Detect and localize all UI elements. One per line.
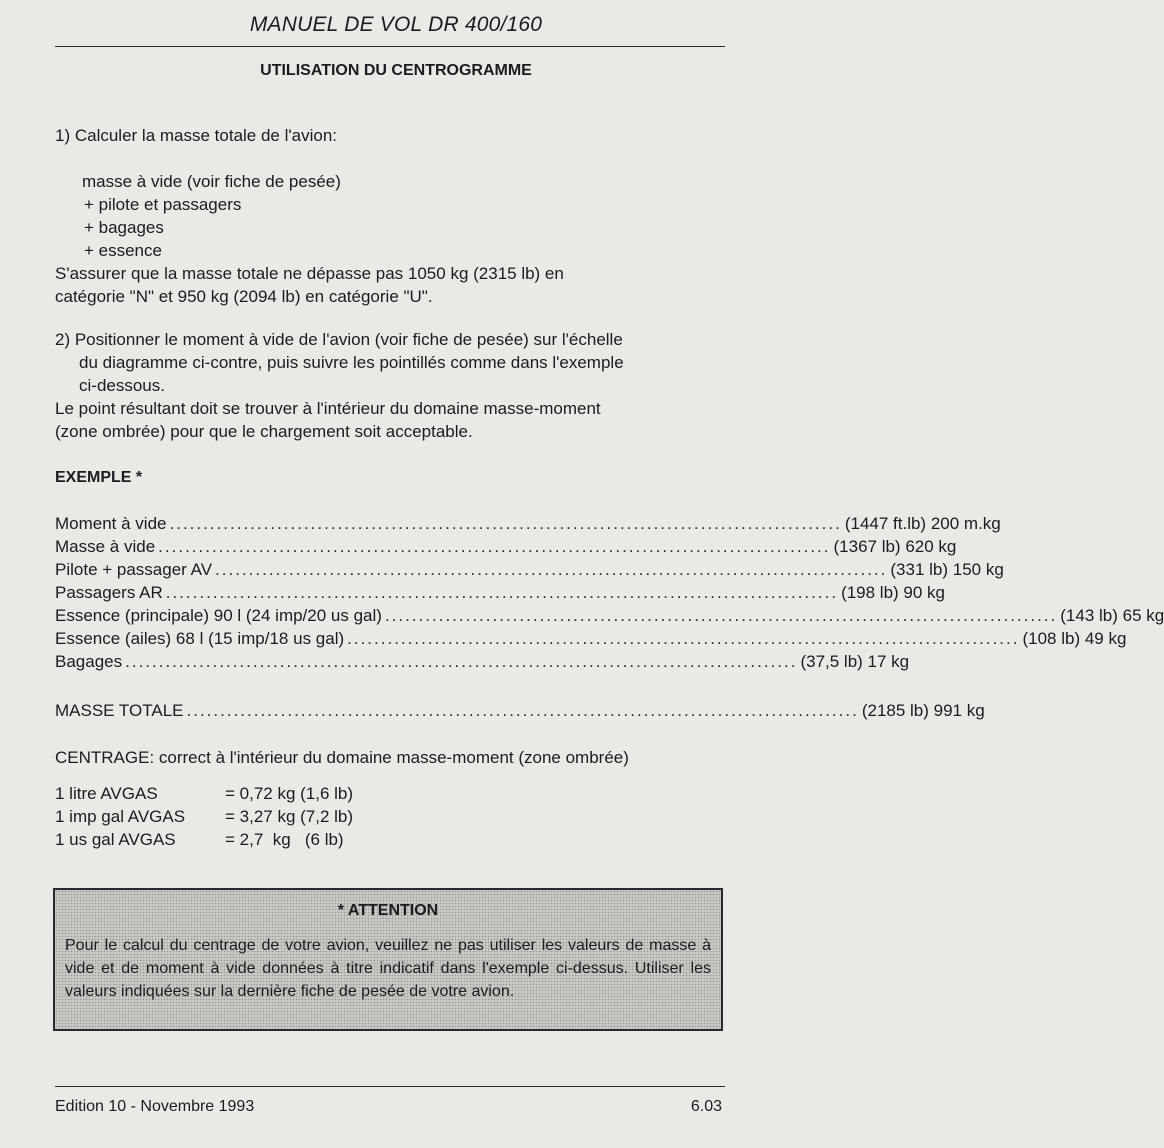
- row-value: (1367 lb) 620 kg: [833, 537, 957, 556]
- step1-intro: 1) Calculer la masse totale de l'avion:: [55, 126, 337, 145]
- example-row: [55, 650, 910, 673]
- leader-dots: ....................................................................................................: [158, 537, 831, 556]
- row-value: (108 lb) 49 kg: [1022, 629, 1127, 648]
- leader-dots: ....................................................................................................: [215, 560, 888, 579]
- example-row: [55, 627, 1127, 650]
- row-value: (37,5 lb) 17 kg: [800, 652, 910, 671]
- row-value: (198 lb) 90 kg: [841, 583, 946, 602]
- step2-line: Le point résultant doit se trouver à l'intérieur du domaine masse-moment: [55, 399, 601, 418]
- example-row: [55, 512, 1001, 535]
- step1-check-line: S'assurer que la masse totale ne dépasse pas 1050 kg (2315 lb) en: [55, 264, 564, 283]
- step1-item: + essence: [84, 241, 162, 260]
- total-row: [55, 699, 985, 722]
- step1-check-line: catégorie "N" et 950 kg (2094 lb) en catégorie "U".: [55, 287, 433, 306]
- page-number: 6.03: [690, 1098, 722, 1115]
- section-title: UTILISATION DU CENTROGRAMME: [260, 62, 532, 79]
- example-heading: EXEMPLE *: [55, 469, 143, 486]
- step1-item: + bagages: [84, 218, 164, 237]
- row-label: Masse à vide: [55, 537, 156, 556]
- step1-item: + pilote et passagers: [84, 195, 242, 214]
- leader-dots: ....................................................................................................: [169, 514, 842, 533]
- row-value: (1447 ft.lb) 200 m.kg: [844, 514, 1001, 533]
- conversion-equiv: = 0,72 kg (1,6 lb): [225, 784, 354, 803]
- footer-rule: [55, 1086, 725, 1087]
- example-row: [55, 604, 1164, 627]
- leader-dots: ....................................................................................................: [125, 652, 798, 671]
- row-label: Passagers AR: [55, 583, 163, 602]
- centrage-line: CENTRAGE: correct à l'intérieur du domaine masse-moment (zone ombrée): [55, 748, 629, 767]
- manual-title: MANUEL DE VOL DR 400/160: [249, 13, 543, 36]
- header-rule: [55, 46, 725, 47]
- attention-title: * ATTENTION: [337, 902, 439, 919]
- attention-box: [53, 888, 723, 1031]
- step1-item: masse à vide (voir fiche de pesée): [82, 172, 341, 191]
- conversion-equiv: = 2,7 kg (6 lb): [225, 830, 344, 849]
- leader-dots: ....................................................................................................: [384, 606, 1058, 625]
- row-label: Essence (ailes) 68 l (15 imp/18 us gal): [55, 629, 345, 648]
- leader-dots: ....................................................................................................: [186, 701, 859, 720]
- conversion-unit: 1 imp gal AVGAS: [55, 807, 186, 826]
- row-label: Bagages: [55, 652, 123, 671]
- row-label: Moment à vide: [55, 514, 167, 533]
- step2-line: (zone ombrée) pour que le chargement soit acceptable.: [55, 422, 473, 441]
- total-label: MASSE TOTALE: [55, 701, 184, 720]
- step2-line: du diagramme ci-contre, puis suivre les pointillés comme dans l'exemple: [79, 353, 624, 372]
- leader-dots: ....................................................................................................: [347, 629, 1020, 648]
- total-value: (2185 lb) 991 kg: [861, 701, 985, 720]
- row-label: Pilote + passager AV: [55, 560, 213, 579]
- conversion-unit: 1 us gal AVGAS: [55, 830, 176, 849]
- row-value: (143 lb) 65 kg: [1060, 606, 1164, 625]
- step2-line: 2) Positionner le moment à vide de l'avion (voir fiche de pesée) sur l'échelle: [55, 330, 623, 349]
- example-row: [55, 535, 957, 558]
- row-label: Essence (principale) 90 l (24 imp/20 us gal): [55, 606, 382, 625]
- example-row: [55, 558, 1004, 581]
- row-value: (331 lb) 150 kg: [890, 560, 1004, 579]
- example-row: [55, 581, 946, 604]
- step2-line: ci-dessous.: [79, 376, 165, 395]
- attention-body: Pour le calcul du centrage de votre avion, veuillez ne pas utiliser les valeurs de masse à vide et de moment à vide données à titre indicatif dans l'exemple ci-dessus. Utiliser les valeurs indiquées sur la dernière fiche de pesée de votre avion.: [65, 937, 711, 1000]
- footer-edition: Edition 10 - Novembre 1993: [55, 1098, 255, 1115]
- conversion-equiv: = 3,27 kg (7,2 lb): [225, 807, 354, 826]
- leader-dots: ....................................................................................................: [165, 583, 839, 602]
- conversion-unit: 1 litre AVGAS: [55, 784, 158, 803]
